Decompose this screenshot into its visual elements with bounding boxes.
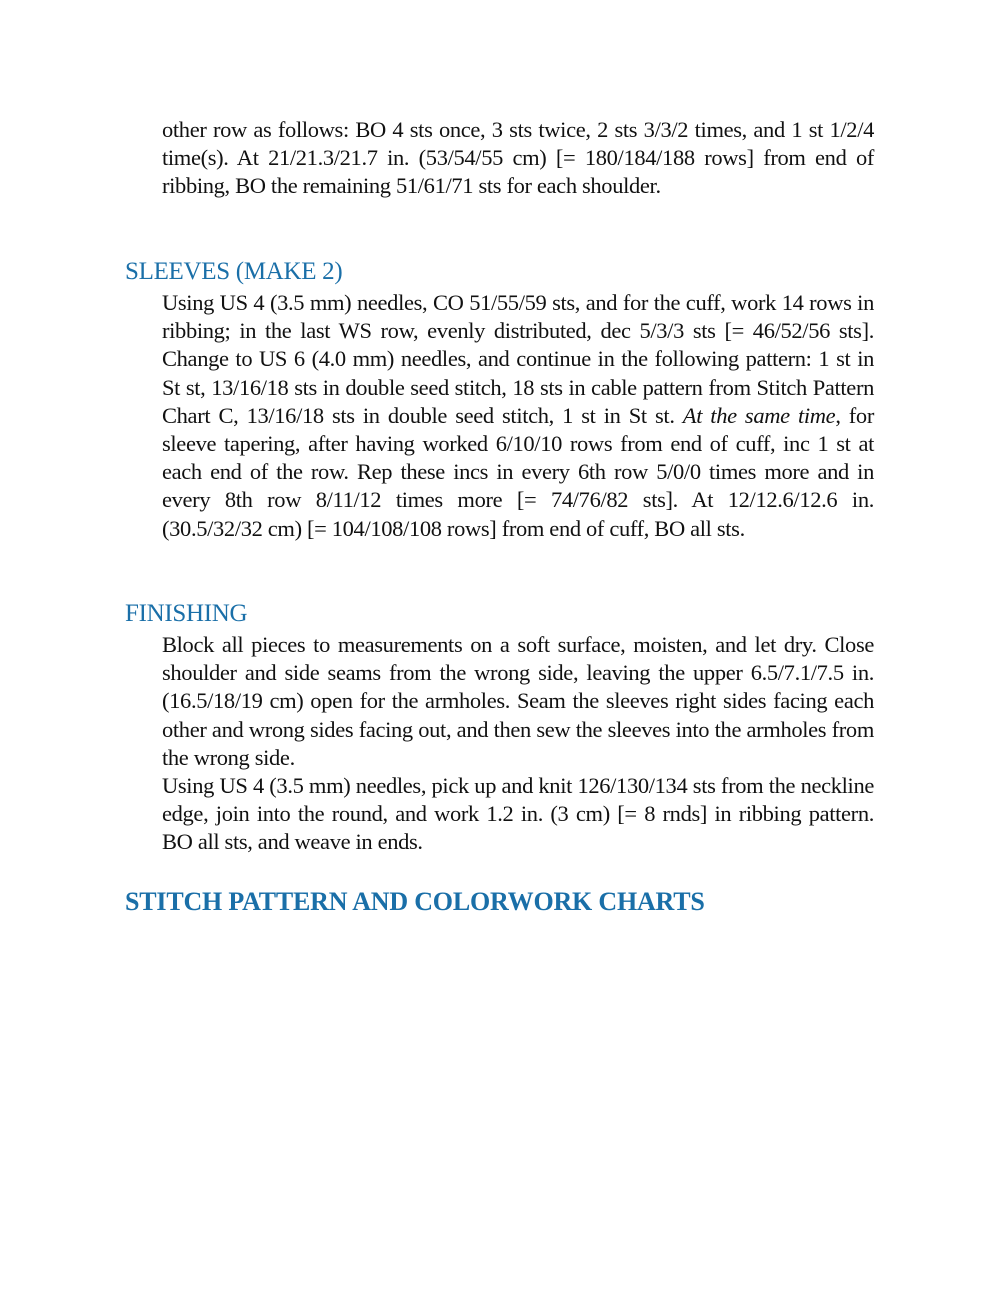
sleeves-text-2: , for sleeve tapering, after having worked 6/10/10 rows from end of cuff, inc 1 st at each end of the row. Rep these incs in every 6th row 5/0/0 times more and in every 8th row 8/11/12 times more [= 74/76/82 sts]. At 12/12.6/12.6 in. (30.5/32/32 cm) [= 104/108/108 rows] from end of cuff, BO all sts. [162, 402, 874, 541]
sleeves-text-1: Using US 4 (3.5 mm) needles, CO 51/55/59 sts, and for the cuff, work 14 rows in ribbing; in the last WS row, evenly distributed, dec 5/3/3 sts [= 46/52/56 sts]. Change to US 6 (4.0 mm) needles, and continue in the following pattern: 1 st in St st, 13/16/18 sts in double seed stitch, 18 sts in cable pattern from Stitch Pattern Chart C, 13/16/18 sts in double seed stitch, 1 st in St st. [162, 290, 874, 428]
finishing-paragraph-1: Block all pieces to measurements on a soft surface, moisten, and let dry. Close shoulder and side seams from the wrong side, leaving the upper 6.5/7.1/7.5 in. (16.5/18/19 cm) open for the armholes. Seam the sleeves right sides facing each other and wrong sides facing out, and then sew the sleeves into the armholes from the wrong side. [162, 632, 874, 770]
charts-heading: STITCH PATTERN AND COLORWORK CHARTS [125, 887, 705, 916]
sleeves-heading: SLEEVES (MAKE 2) [125, 258, 343, 285]
finishing-heading: FINISHING [125, 600, 248, 627]
sleeves-text-italic: At the same time [682, 402, 836, 428]
shoulder-paragraph: other row as follows: BO 4 sts once, 3 sts twice, 2 sts 3/3/2 times, and 1 st 1/2/4 time(s). At 21/21.3/21.7 in. (53/54/55 cm) [= 180/184/188 rows] from end of ribbing, BO the remaining 51/61/71 sts for each shoulder. [162, 117, 874, 199]
finishing-paragraph-2: Using US 4 (3.5 mm) needles, pick up and knit 126/130/134 sts from the neckline edge, join into the round, and work 1.2 in. (3 cm) [= 8 rnds] in ribbing pattern. BO all sts, and weave in ends. [162, 773, 874, 855]
sleeves-paragraph [162, 289, 874, 543]
